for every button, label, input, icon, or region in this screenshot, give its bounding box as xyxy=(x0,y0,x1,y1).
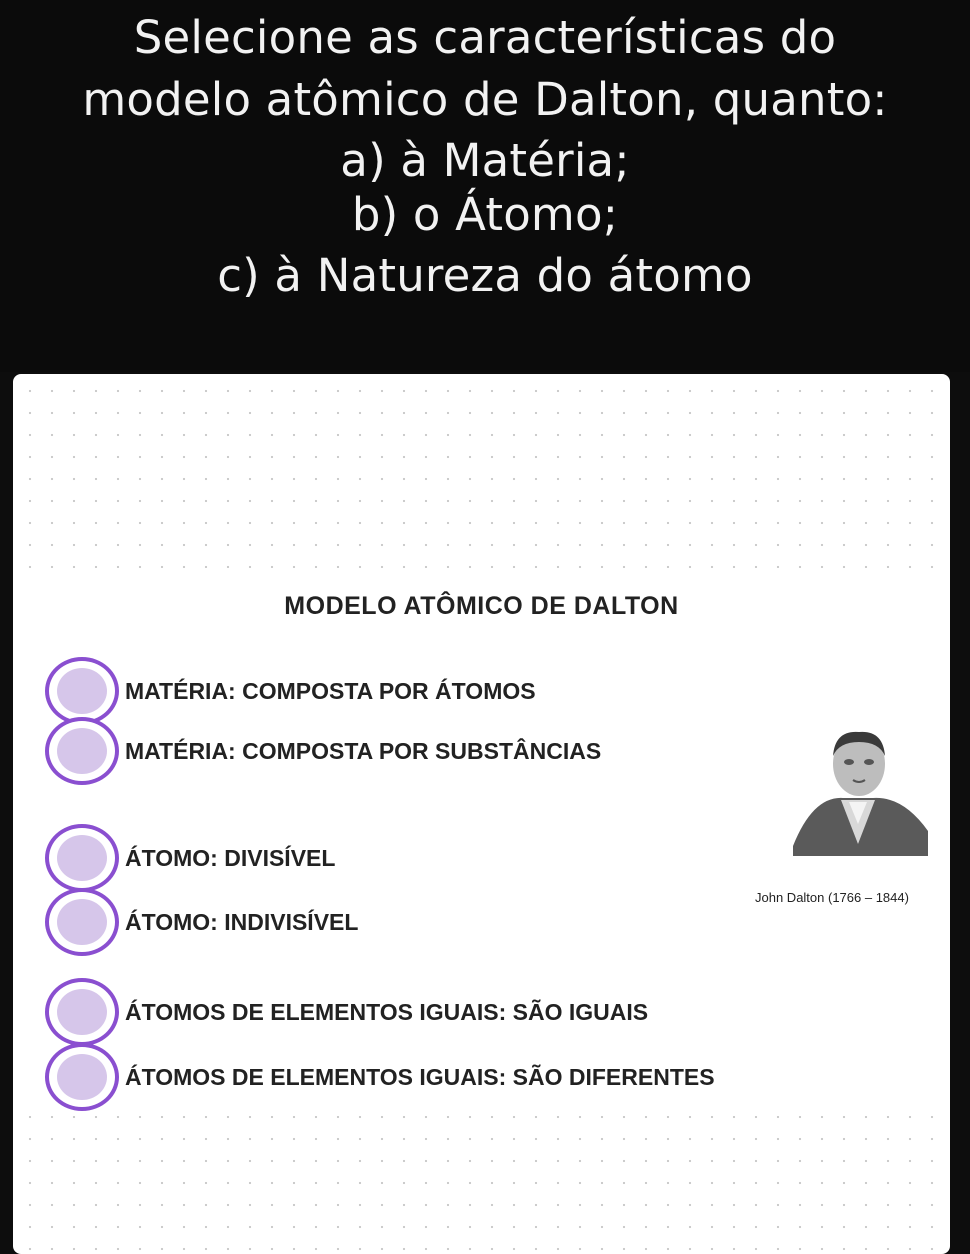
option-label: ÁTOMO: INDIVISÍVEL xyxy=(125,908,359,935)
radio-fill xyxy=(57,899,107,945)
answer-card xyxy=(13,374,950,1254)
radio-button[interactable] xyxy=(45,1043,119,1111)
radio-button[interactable] xyxy=(45,657,119,725)
radio-fill xyxy=(57,1054,107,1100)
question-line-2: modelo atômico de Dalton, quanto: xyxy=(82,73,888,126)
question-item-a: a) à Matéria; xyxy=(340,134,630,187)
card-title: MODELO ATÔMICO DE DALTON xyxy=(284,592,679,620)
radio-button[interactable] xyxy=(45,717,119,785)
option-label: ÁTOMOS DE ELEMENTOS IGUAIS: SÃO DIFERENTES xyxy=(125,1063,715,1090)
question-item-b: b) o Átomo; xyxy=(351,188,619,241)
radio-button[interactable] xyxy=(45,978,119,1046)
option-label: MATÉRIA: COMPOSTA POR ÁTOMOS xyxy=(125,677,536,704)
radio-fill xyxy=(57,835,107,881)
john-dalton-portrait xyxy=(783,726,933,856)
option-label: MATÉRIA: COMPOSTA POR SUBSTÂNCIAS xyxy=(125,737,602,764)
option-label: ÁTOMOS DE ELEMENTOS IGUAIS: SÃO IGUAIS xyxy=(125,998,649,1025)
radio-fill xyxy=(57,728,107,774)
option-elementos-diferentes[interactable] xyxy=(45,1042,715,1112)
option-label: ÁTOMO: DIVISÍVEL xyxy=(125,844,336,871)
radio-button[interactable] xyxy=(45,888,119,956)
option-materia-substancias[interactable] xyxy=(45,716,601,786)
question-line-1: Selecione as características do xyxy=(133,11,837,64)
option-atomo-divisivel[interactable] xyxy=(45,823,335,893)
radio-button[interactable] xyxy=(45,824,119,892)
radio-fill xyxy=(57,668,107,714)
question-item-c: c) à Natureza do átomo xyxy=(217,249,753,302)
option-atomo-indivisivel[interactable] xyxy=(45,887,358,957)
portrait-caption: John Dalton (1766 – 1844) xyxy=(755,890,909,905)
question-block xyxy=(0,0,970,372)
radio-fill xyxy=(57,989,107,1035)
option-elementos-iguais[interactable] xyxy=(45,977,648,1047)
